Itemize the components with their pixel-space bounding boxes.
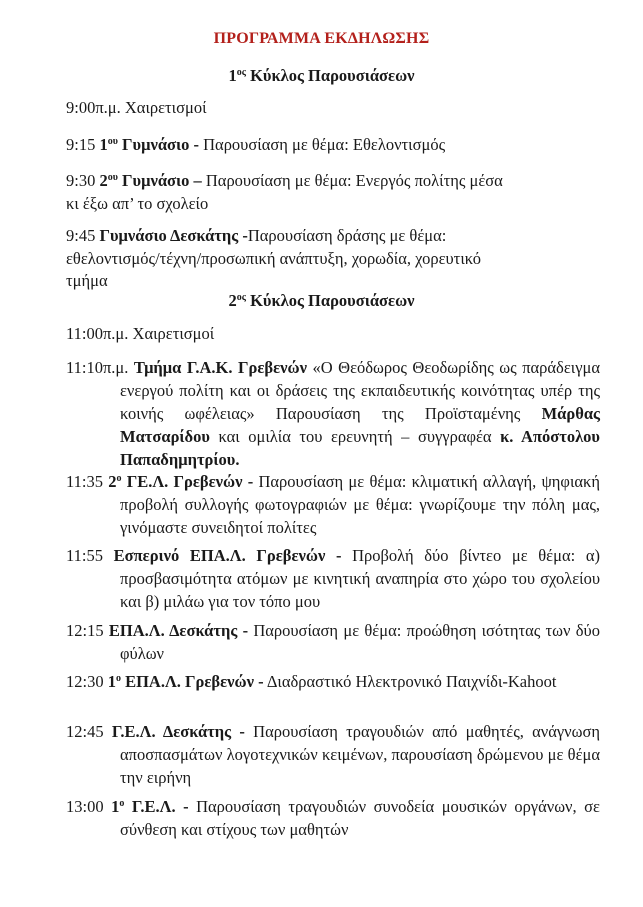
item-text: «Ο Θεόδωρος Θεοδωρίδης ως παράδειγμα ενεργού πολίτη και οι δράσεις της εκπαιδευτικής κοινότητας υπέρ της κοινής ωφέλειας» Παρουσίαση της Προϊσταμένης <box>120 358 600 423</box>
schedule-item-1230 <box>66 670 600 693</box>
item-time: 11:00π.μ. <box>66 324 129 343</box>
item-text-b: και ομιλία του ερευνητή – συγγραφέα <box>209 427 501 446</box>
item-text: Προβολή δύο βίντεο με θέμα: α) προσβασιμότητα ατόμων με κινητική αναπηρία στο χώρο του σχολείου και β) μιλάω για τον τόπο μου <box>120 546 600 611</box>
schedule-item-0945 <box>66 224 600 247</box>
item-time: 12:45 <box>66 722 112 741</box>
schedule-item-1300 <box>66 795 600 841</box>
item-text: Διαδραστικό Ηλεκτρονικό Παιχνίδι-Kahoot <box>263 672 557 691</box>
item-time: 12:15 <box>66 621 109 640</box>
item-time: 9:45 <box>66 226 100 245</box>
item-school: Γ.Ε.Λ. <box>124 797 176 816</box>
schedule-item-1100 <box>66 322 600 345</box>
item-dash: - <box>242 472 254 491</box>
schedule-item-1215 <box>66 619 600 665</box>
item-time: 9:30 <box>66 171 100 190</box>
item-dash: – <box>189 171 202 190</box>
item-school: ΕΠΑ.Λ. Δεσκάτης <box>108 621 238 640</box>
item-time: 11:35 <box>66 472 109 491</box>
item-school: Γυμνάσιο <box>117 135 190 154</box>
item-school-sup: ου <box>107 136 118 147</box>
item-text: Παρουσίαση με θέμα: Εθελοντισμός <box>199 135 446 154</box>
item-dash: - <box>325 546 342 565</box>
item-dash: - <box>231 722 245 741</box>
item-time: 11:10π.μ. <box>66 358 134 377</box>
item-school-sup: ο <box>116 473 122 484</box>
schedule-item-0915 <box>66 133 600 156</box>
item-speaker-2: κ. Απόστολου Παπαδημητρίου. <box>120 427 600 469</box>
item-text: Παρουσίαση με θέμα: προώθηση ισότητας των δύο φύλων <box>120 621 600 663</box>
item-school-num: 1 <box>111 797 120 816</box>
cycle-1-heading-num: 1 <box>228 66 237 85</box>
schedule-item-1245 <box>66 720 600 789</box>
cycle-1-heading-text: Κύκλος Παρουσιάσεων <box>245 66 415 85</box>
item-dash: - <box>238 226 248 245</box>
item-time: 9:15 <box>66 135 100 154</box>
cycle-2-heading-num: 2 <box>228 291 237 310</box>
item-time: 13:00 <box>66 797 112 816</box>
schedule-item-0945-cont: εθελοντισμός/τέχνη/προσωπική ανάπτυξη, χορωδία, χορευτικό <box>66 249 481 268</box>
schedule-item-1110 <box>66 356 600 471</box>
item-time: 11:55 <box>66 546 114 565</box>
item-text: Χαιρετισμοί <box>128 324 215 343</box>
schedule-item-1155 <box>66 544 600 613</box>
item-text: Παρουσίαση τραγουδιών συνοδεία μουσικών οργάνων, σε σύνθεση και στίχους των μαθητών <box>120 797 600 839</box>
item-speaker-1: Μάρθας Ματσαρίδου <box>120 404 600 446</box>
item-school-num: 1 <box>99 135 108 154</box>
cycle-2-heading-sup: ος <box>236 292 246 303</box>
item-school: ΕΠΑ.Λ. Γρεβενών <box>120 672 254 691</box>
cycle-1-heading-sup: ος <box>236 67 246 78</box>
item-school-num: 1 <box>107 672 116 691</box>
item-school: Εσπερινό ΕΠΑ.Λ. Γρεβενών <box>113 546 326 565</box>
item-school: Γυμνάσιο <box>117 171 190 190</box>
item-school: ΓΕ.Λ. Γρεβενών <box>121 472 243 491</box>
schedule-item-0930 <box>66 169 600 192</box>
cycle-1-heading <box>0 66 643 86</box>
item-time: 12:30 <box>66 672 108 691</box>
page-title: ΠΡΟΓΡΑΜΜΑ ΕΚΔΗΛΩΣΗΣ <box>213 30 430 47</box>
item-school: Τμήμα Γ.Α.Κ. Γρεβενών <box>133 358 307 377</box>
item-time: 9:00π.μ. <box>66 98 121 117</box>
schedule-item-1135 <box>66 470 600 539</box>
item-text: Χαιρετισμοί <box>120 98 207 117</box>
schedule-item-0945-cont2: τμήμα <box>66 271 108 290</box>
schedule-item-0930-cont: κι έξω απ’ το σχολείο <box>66 194 209 213</box>
item-school-sup: ο <box>115 673 121 684</box>
item-dash: - <box>237 621 249 640</box>
item-dash: - <box>253 672 264 691</box>
item-school-num: 2 <box>108 472 117 491</box>
item-school: Γ.Ε.Λ. Δεσκάτης <box>111 722 232 741</box>
cycle-2-heading-text: Κύκλος Παρουσιάσεων <box>245 291 415 310</box>
item-school-sup: ο <box>119 798 125 809</box>
item-school: Γυμνάσιο Δεσκάτης <box>99 226 239 245</box>
item-text: Παρουσίαση με θέμα: Ενεργός πολίτης μέσα <box>201 171 503 190</box>
item-text: Παρουσίαση με θέμα: κλιματική αλλαγή, ψηφιακή προβολή συλλογής φωτογραφιών με θέμα: γνωρίζουμε την πόλη μας, γινόμαστε συνειδητοί πολίτες <box>120 472 600 537</box>
item-dash: - <box>189 135 200 154</box>
item-text: Παρουσίαση τραγουδιών από μαθητές, ανάγνωση αποσπασμάτων λογοτεχνικών κειμένων, παρουσίαση δρώμενου με θέμα την ειρήνη <box>120 722 601 787</box>
item-text: Παρουσίαση δράσης με θέμα: <box>247 226 447 245</box>
cycle-2-heading <box>0 291 643 311</box>
item-dash: - <box>175 797 189 816</box>
item-school-num: 2 <box>99 171 108 190</box>
schedule-item-0900 <box>66 96 600 119</box>
item-school-sup: ου <box>107 172 118 183</box>
